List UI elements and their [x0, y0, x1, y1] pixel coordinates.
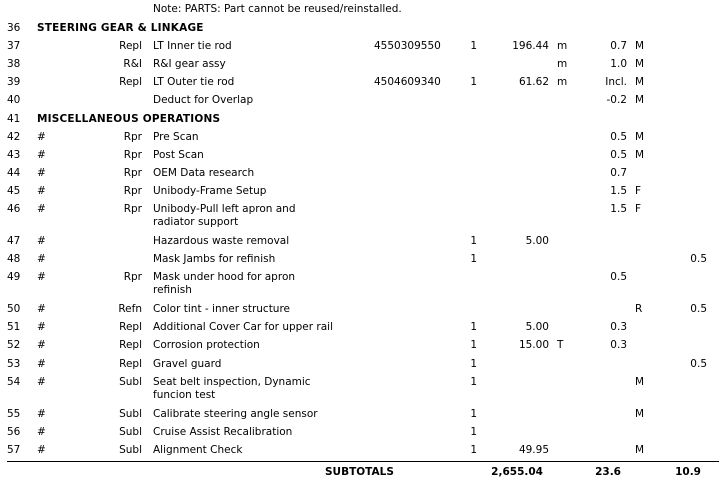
estimate-line-row — [0, 58, 725, 75]
labor-type: M — [635, 407, 645, 420]
subtotals-paint: 10.9 — [675, 466, 701, 478]
description: Alignment Check — [153, 443, 243, 456]
quantity: 1 — [470, 357, 477, 370]
part-number: 4504609340 — [374, 76, 441, 89]
labor-type: M — [635, 130, 645, 143]
quantity: 1 — [470, 375, 477, 388]
description: LT Outer tie rod — [153, 76, 235, 89]
labor-type: M — [635, 375, 645, 388]
description: Deduct for Overlap — [153, 94, 254, 107]
labor-hours: Incl. — [605, 76, 627, 89]
line-number: 57 — [7, 443, 21, 456]
price: 5.00 — [525, 321, 549, 334]
description: Seat belt inspection, Dynamic funcion test — [153, 375, 311, 401]
labor-hours: 0.7 — [610, 40, 627, 53]
operation: Subl — [119, 375, 142, 388]
paint-hours: 0.5 — [690, 357, 707, 370]
operation: Subl — [119, 425, 142, 438]
section-header-row — [0, 113, 725, 130]
line-number: 43 — [7, 148, 21, 161]
estimate-line-row — [0, 203, 725, 233]
description: Unibody-Pull left apron and radiator support — [153, 203, 296, 228]
operation: R&I — [123, 58, 142, 71]
operation: Repl — [119, 321, 142, 334]
quantity: 1 — [470, 253, 477, 266]
line-number: 52 — [7, 339, 21, 352]
paint-hours: 0.5 — [690, 253, 707, 266]
estimate-line-row — [0, 358, 725, 375]
labor-hours: 1.5 — [610, 203, 627, 215]
labor-type: M — [635, 40, 645, 53]
operation: Repl — [119, 40, 142, 53]
labor-type: F — [635, 184, 642, 197]
hash-flag: # — [37, 271, 46, 284]
description: Color tint - inner structure — [153, 303, 291, 316]
line-number: 48 — [7, 253, 21, 266]
labor-hours: 0.5 — [610, 130, 627, 143]
estimate-line-row — [0, 376, 725, 406]
line-number: 45 — [7, 184, 21, 197]
estimate-line-row — [0, 303, 725, 320]
section-header-row — [0, 22, 725, 39]
line-number: 36 — [7, 22, 21, 34]
estimate-line-row — [0, 339, 725, 356]
description: Pre Scan — [153, 130, 199, 143]
price: 15.00 — [518, 339, 549, 352]
line-number: 49 — [7, 271, 21, 284]
line-number: 38 — [7, 58, 21, 71]
description: Additional Cover Car for upper rail — [153, 321, 334, 334]
estimate-line-row — [0, 167, 725, 184]
estimate-line-row — [0, 40, 725, 57]
labor-hours: 0.3 — [610, 321, 627, 334]
labor-type: M — [635, 58, 645, 71]
hash-flag: # — [37, 130, 46, 143]
line-number: 42 — [7, 130, 21, 143]
line-number: 56 — [7, 425, 21, 438]
labor-hours: 0.5 — [610, 271, 627, 284]
description: LT Inner tie rod — [153, 40, 232, 53]
quantity: 1 — [470, 443, 477, 456]
operation: Rpr — [123, 203, 142, 215]
labor-hours: 0.3 — [610, 339, 627, 352]
line-number: 46 — [7, 203, 21, 215]
estimate-line-row — [0, 185, 725, 202]
estimate-line-row — [0, 408, 725, 425]
hash-flag: # — [37, 375, 46, 388]
hash-flag: # — [37, 407, 46, 420]
quantity: 1 — [470, 321, 477, 334]
hash-flag: # — [37, 148, 46, 161]
labor-type: R — [635, 303, 643, 316]
estimate-line-row — [0, 149, 725, 166]
estimate-line-row — [0, 444, 725, 461]
labor-type: M — [635, 94, 645, 107]
description: Corrosion protection — [153, 339, 260, 352]
labor-hours: 1.5 — [610, 184, 627, 197]
labor-type: M — [635, 76, 645, 89]
quantity: 1 — [470, 407, 477, 420]
quantity: 1 — [470, 40, 477, 53]
quantity: 1 — [470, 76, 477, 89]
description: Unibody-Frame Setup — [153, 184, 267, 197]
operation: Repl — [119, 357, 142, 370]
hash-flag: # — [37, 166, 46, 179]
price-flag: T — [557, 339, 564, 352]
description: Cruise Assist Recalibration — [153, 425, 293, 438]
labor-hours: 1.0 — [610, 58, 627, 71]
line-number: 39 — [7, 76, 21, 89]
price-flag: m — [557, 76, 568, 89]
subtotals-price: 2,655.04 — [491, 466, 543, 478]
price: 196.44 — [512, 40, 549, 53]
hash-flag: # — [37, 339, 46, 352]
line-number: 55 — [7, 407, 21, 420]
quantity: 1 — [470, 339, 477, 352]
price: 49.95 — [518, 443, 549, 456]
labor-type: M — [635, 443, 645, 456]
description: MISCELLANEOUS OPERATIONS — [37, 112, 221, 125]
price: 61.62 — [518, 76, 549, 89]
price: 5.00 — [525, 235, 549, 247]
hash-flag: # — [37, 321, 46, 334]
estimate-line-row — [0, 76, 725, 93]
price-flag: m — [557, 58, 568, 71]
subtotals-row — [7, 461, 719, 484]
estimate-line-row — [0, 131, 725, 148]
estimate-line-row — [0, 253, 725, 270]
labor-type: M — [635, 148, 645, 161]
labor-hours: 0.7 — [610, 166, 627, 179]
hash-flag: # — [37, 253, 46, 266]
operation: Repl — [119, 339, 142, 352]
description: Gravel guard — [153, 357, 222, 370]
quantity: 1 — [470, 425, 477, 438]
estimate-line-row — [0, 94, 725, 111]
hash-flag: # — [37, 443, 46, 456]
line-number: 53 — [7, 357, 21, 370]
parts-note: Note: PARTS: Part cannot be reused/reinstalled. — [153, 3, 402, 15]
description: Mask under hood for apron refinish — [153, 271, 296, 297]
hash-flag: # — [37, 184, 46, 197]
line-number: 41 — [7, 112, 21, 125]
operation: Refn — [118, 303, 142, 316]
subtotals-labor: 23.6 — [595, 466, 621, 478]
quantity: 1 — [470, 235, 477, 247]
line-number: 37 — [7, 40, 21, 53]
part-number: 4550309550 — [374, 40, 441, 53]
paint-hours: 0.5 — [690, 303, 707, 316]
operation: Rpr — [123, 130, 142, 143]
description: Calibrate steering angle sensor — [153, 407, 318, 420]
hash-flag: # — [37, 425, 46, 438]
line-number: 50 — [7, 303, 21, 316]
subtotals-label: SUBTOTALS — [325, 466, 394, 478]
labor-hours: 0.5 — [610, 148, 627, 161]
hash-flag: # — [37, 203, 46, 215]
price-flag: m — [557, 40, 568, 53]
hash-flag: # — [37, 303, 46, 316]
hash-flag: # — [37, 235, 46, 247]
description: Post Scan — [153, 148, 204, 161]
operation: Rpr — [123, 166, 142, 179]
operation: Rpr — [123, 184, 142, 197]
operation: Rpr — [123, 148, 142, 161]
operation: Repl — [119, 76, 142, 89]
estimate-line-row — [0, 321, 725, 338]
operation: Subl — [119, 407, 142, 420]
description: Hazardous waste removal — [153, 235, 290, 247]
description: STEERING GEAR & LINKAGE — [37, 22, 204, 34]
estimate-line-row — [0, 426, 725, 443]
labor-hours: -0.2 — [606, 94, 627, 107]
estimate-line-row — [0, 235, 725, 252]
operation: Subl — [119, 443, 142, 456]
labor-type: F — [635, 203, 642, 215]
line-number: 40 — [7, 94, 21, 107]
line-number: 47 — [7, 235, 21, 247]
description: R&I gear assy — [153, 58, 226, 71]
line-number: 54 — [7, 375, 21, 388]
estimate-line-row — [0, 271, 725, 301]
description: Mask Jambs for refinish — [153, 253, 276, 266]
operation: Rpr — [123, 271, 142, 284]
line-number: 44 — [7, 166, 21, 179]
hash-flag: # — [37, 357, 46, 370]
description: OEM Data research — [153, 166, 255, 179]
line-number: 51 — [7, 321, 21, 334]
